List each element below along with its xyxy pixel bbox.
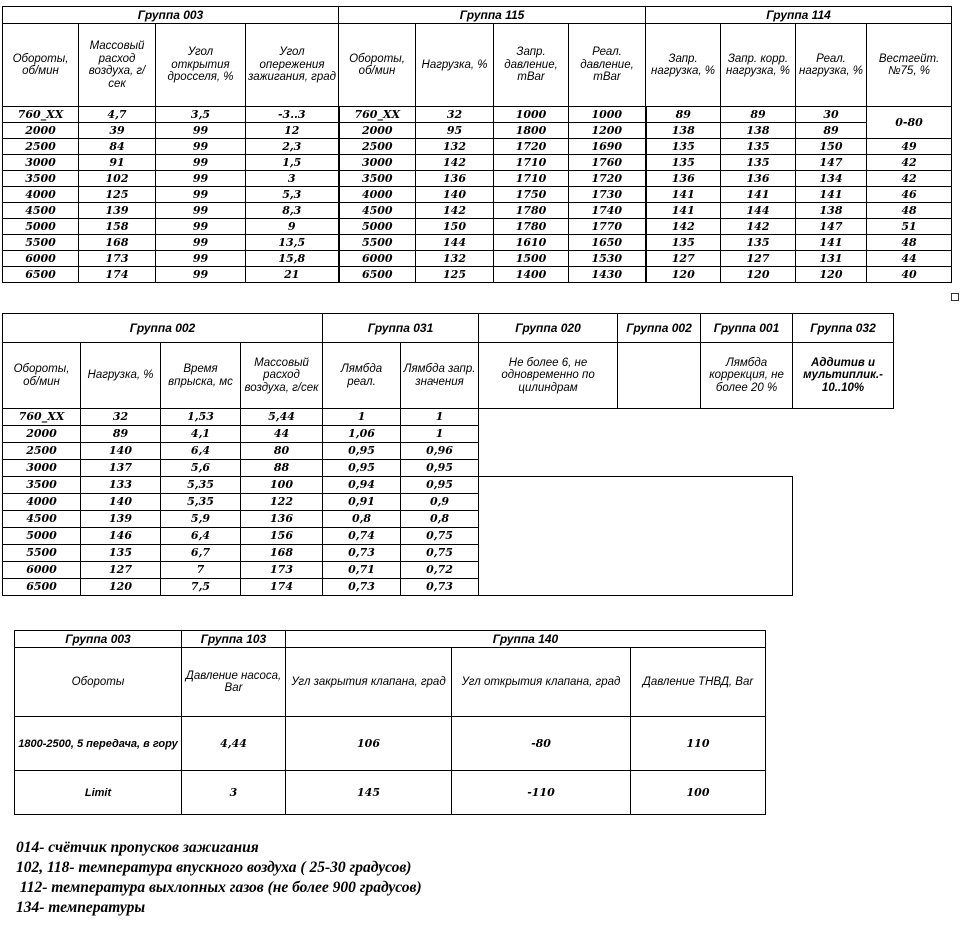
cell: 760_XX xyxy=(339,107,416,123)
cell: 1530 xyxy=(569,251,646,267)
cell: 145 xyxy=(286,771,452,815)
cell: 0,71 xyxy=(323,562,401,579)
cell: 5500 xyxy=(339,235,416,251)
cell: 1610 xyxy=(494,235,569,251)
cell: 5,44 xyxy=(241,409,323,426)
cell: 137 xyxy=(81,460,161,477)
cell: 144 xyxy=(416,235,494,251)
cell: 5000 xyxy=(3,219,79,235)
cell: 0-80 xyxy=(867,107,952,139)
cell: 142 xyxy=(416,155,494,171)
cell: 99 xyxy=(156,219,246,235)
cell: 51 xyxy=(867,219,952,235)
column-header: Угл закрытия клапана, град xyxy=(286,648,452,717)
cell: 1710 xyxy=(494,155,569,171)
cell: 134 xyxy=(796,171,867,187)
cell: 5500 xyxy=(3,545,81,562)
group-header: Группа 002 xyxy=(3,314,323,343)
table-row xyxy=(3,267,952,283)
cell: 3500 xyxy=(3,477,81,494)
cell: 146 xyxy=(81,528,161,545)
cell: 140 xyxy=(81,494,161,511)
table-groups-003-103-140 xyxy=(14,630,766,815)
cell: 5000 xyxy=(339,219,416,235)
cell: 40 xyxy=(867,267,952,283)
column-header: Угол опережения зажигания, град xyxy=(246,24,339,107)
cell: 7 xyxy=(161,562,241,579)
table-body xyxy=(3,409,894,596)
notes-block xyxy=(16,838,422,918)
cell: 0,73 xyxy=(323,579,401,596)
cell: 2000 xyxy=(3,426,81,443)
cell: 136 xyxy=(241,511,323,528)
cell: 0,91 xyxy=(323,494,401,511)
cell: 135 xyxy=(721,139,796,155)
cell: 30 xyxy=(796,107,867,123)
cell: 1430 xyxy=(569,267,646,283)
table-row xyxy=(3,251,952,267)
cell: 99 xyxy=(156,251,246,267)
cell: 1 xyxy=(401,409,479,426)
cell: 174 xyxy=(79,267,156,283)
cell: 89 xyxy=(646,107,721,123)
cell: 168 xyxy=(79,235,156,251)
cell: 1720 xyxy=(494,139,569,155)
column-header: Обороты, об/мин xyxy=(3,343,81,409)
cell: 139 xyxy=(79,203,156,219)
cell: 4000 xyxy=(3,494,81,511)
cell: 6500 xyxy=(3,579,81,596)
table-row xyxy=(3,426,894,443)
cell: 3000 xyxy=(3,460,81,477)
cell: 1690 xyxy=(569,139,646,155)
table-resize-handle[interactable] xyxy=(951,293,959,301)
cell: 142 xyxy=(721,219,796,235)
cell: 135 xyxy=(646,235,721,251)
cell: 4000 xyxy=(3,187,79,203)
cell: 150 xyxy=(796,139,867,155)
cell: 0,94 xyxy=(323,477,401,494)
cell: 99 xyxy=(156,171,246,187)
table-row xyxy=(3,235,952,251)
cell: 99 xyxy=(156,155,246,171)
cell: 138 xyxy=(796,203,867,219)
cell: 100 xyxy=(631,771,766,815)
column-header: Обороты xyxy=(15,648,182,717)
cell: 125 xyxy=(79,187,156,203)
column-header: Лямбда реал. xyxy=(323,343,401,409)
cell: 48 xyxy=(867,203,952,219)
column-header: Реал. нагрузка, % xyxy=(796,24,867,107)
cell: 48 xyxy=(867,235,952,251)
cell: 0,96 xyxy=(401,443,479,460)
table-groups-003-115-114 xyxy=(2,6,952,283)
cell: 141 xyxy=(796,235,867,251)
cell: 15,8 xyxy=(246,251,339,267)
cell: 88 xyxy=(241,460,323,477)
cell: 4500 xyxy=(3,203,79,219)
cell: 135 xyxy=(81,545,161,562)
empty-cell xyxy=(479,477,793,596)
table-row xyxy=(3,139,952,155)
group-032-note: Аддитив и мультиплик.- 10..10% xyxy=(793,343,894,409)
cell: 138 xyxy=(721,123,796,139)
cell: 110 xyxy=(631,717,766,771)
cell: 95 xyxy=(416,123,494,139)
cell: 84 xyxy=(79,139,156,155)
table-row xyxy=(3,460,894,477)
group-header: Группа 002 xyxy=(618,314,701,343)
cell: 132 xyxy=(416,139,494,155)
cell: 144 xyxy=(721,203,796,219)
cell: 0,95 xyxy=(323,443,401,460)
cell: 3000 xyxy=(339,155,416,171)
column-header: Давление ТНВД, Bar xyxy=(631,648,766,717)
table-row xyxy=(3,443,894,460)
cell: 142 xyxy=(416,203,494,219)
cell: 1760 xyxy=(569,155,646,171)
group-020-note: Не более 6, не одновременно по цилиндрам xyxy=(479,343,618,409)
cell: 0,95 xyxy=(401,477,479,494)
cell: 760_XX xyxy=(3,409,81,426)
column-header: Реал. давление, mBar xyxy=(569,24,646,107)
cell: 99 xyxy=(156,139,246,155)
cell: -80 xyxy=(452,717,631,771)
group-header: Группа 103 xyxy=(182,631,286,648)
cell: 122 xyxy=(241,494,323,511)
group-header: Группа 031 xyxy=(323,314,479,343)
table-row xyxy=(3,155,952,171)
table-row xyxy=(3,203,952,219)
cell: 5000 xyxy=(3,528,81,545)
cell: 127 xyxy=(646,251,721,267)
cell: 91 xyxy=(79,155,156,171)
group-002-note xyxy=(618,343,701,409)
cell: 147 xyxy=(796,155,867,171)
cell: 89 xyxy=(81,426,161,443)
note-line: 112- температура выхлопных газов (не более 900 градусов) xyxy=(16,879,422,896)
cell: 89 xyxy=(796,123,867,139)
cell: 2000 xyxy=(339,123,416,139)
cell: 6,4 xyxy=(161,443,241,460)
cell: 1,06 xyxy=(323,426,401,443)
cell: 5,6 xyxy=(161,460,241,477)
cell: -3..3 xyxy=(246,107,339,123)
cell: 140 xyxy=(81,443,161,460)
column-header: Запр. давление, mBar xyxy=(494,24,569,107)
column-header: Время впрыска, мс xyxy=(161,343,241,409)
group-header: Группа 032 xyxy=(793,314,894,343)
cell: 135 xyxy=(721,155,796,171)
cell: 136 xyxy=(646,171,721,187)
cell: 1720 xyxy=(569,171,646,187)
cell: 1500 xyxy=(494,251,569,267)
column-header: Нагрузка, % xyxy=(81,343,161,409)
cell: 2,3 xyxy=(246,139,339,155)
column-header: Обороты, об/мин xyxy=(3,24,79,107)
cell: 4000 xyxy=(339,187,416,203)
cell: 147 xyxy=(796,219,867,235)
group-header: Группа 140 xyxy=(286,631,766,648)
cell: 6500 xyxy=(3,267,79,283)
cell: 120 xyxy=(796,267,867,283)
table-row xyxy=(3,409,894,426)
cell: 44 xyxy=(241,426,323,443)
cell: 99 xyxy=(156,187,246,203)
cell: 0,75 xyxy=(401,545,479,562)
table-row xyxy=(3,477,894,494)
cell: 1000 xyxy=(569,107,646,123)
cell: 6000 xyxy=(339,251,416,267)
column-header: Массовый расход воздуха, г/сек xyxy=(241,343,323,409)
column-header: Угл открытия клапана, град xyxy=(452,648,631,717)
table-row xyxy=(15,771,766,815)
group-001-note: Лямбда коррекция, не более 20 % xyxy=(701,343,793,409)
cell: 100 xyxy=(241,477,323,494)
cell: 4500 xyxy=(3,511,81,528)
table-body xyxy=(3,107,952,283)
cell: 140 xyxy=(416,187,494,203)
cell: 0,8 xyxy=(323,511,401,528)
group-header: Группа 003 xyxy=(15,631,182,648)
cell: 2500 xyxy=(3,443,81,460)
cell: 138 xyxy=(646,123,721,139)
cell: 5500 xyxy=(3,235,79,251)
note-line: 014- счётчик пропусков зажигания xyxy=(16,839,259,856)
cell: 136 xyxy=(416,171,494,187)
cell: 99 xyxy=(156,267,246,283)
cell: 1740 xyxy=(569,203,646,219)
cell: 1710 xyxy=(494,171,569,187)
table-groups-002-031-020-001-032 xyxy=(2,313,894,596)
cell: 1400 xyxy=(494,267,569,283)
cell: 0,95 xyxy=(401,460,479,477)
cell: 120 xyxy=(721,267,796,283)
cell: 1 xyxy=(401,426,479,443)
column-header: Массовый расход воздуха, г/сек xyxy=(79,24,156,107)
column-header: Нагрузка, % xyxy=(416,24,494,107)
cell: 125 xyxy=(416,267,494,283)
table-row xyxy=(3,123,952,139)
cell: 135 xyxy=(646,139,721,155)
cell: 6000 xyxy=(3,562,81,579)
cell: 102 xyxy=(79,171,156,187)
cell: 3500 xyxy=(3,171,79,187)
cell: 1750 xyxy=(494,187,569,203)
cell: 4,44 xyxy=(182,717,286,771)
cell: 150 xyxy=(416,219,494,235)
table-row xyxy=(3,107,952,123)
cell: 760_XX xyxy=(3,107,79,123)
cell: 5,9 xyxy=(161,511,241,528)
cell: 42 xyxy=(867,155,952,171)
cell: 1770 xyxy=(569,219,646,235)
column-header: Угол открытия дросселя, % xyxy=(156,24,246,107)
cell: 42 xyxy=(867,171,952,187)
cell: 173 xyxy=(79,251,156,267)
cell: 0,74 xyxy=(323,528,401,545)
cell: 168 xyxy=(241,545,323,562)
column-header: Лямбда запр. значения xyxy=(401,343,479,409)
cell: 0,73 xyxy=(323,545,401,562)
cell: 9 xyxy=(246,219,339,235)
cell: 0,72 xyxy=(401,562,479,579)
cell: 8,3 xyxy=(246,203,339,219)
cell: 0,73 xyxy=(401,579,479,596)
cell: 142 xyxy=(646,219,721,235)
cell: 1000 xyxy=(494,107,569,123)
cell: 5,35 xyxy=(161,494,241,511)
cell: 99 xyxy=(156,123,246,139)
cell: 1730 xyxy=(569,187,646,203)
table-row xyxy=(15,717,766,771)
cell: 1780 xyxy=(494,219,569,235)
cell: -110 xyxy=(452,771,631,815)
cell: 174 xyxy=(241,579,323,596)
cell: 127 xyxy=(81,562,161,579)
cell: 139 xyxy=(81,511,161,528)
column-header: Давление насоса, Bar xyxy=(182,648,286,717)
group-header: Группа 020 xyxy=(479,314,618,343)
cell: 99 xyxy=(156,203,246,219)
cell: 131 xyxy=(796,251,867,267)
cell: 0,8 xyxy=(401,511,479,528)
cell: 136 xyxy=(721,171,796,187)
cell: 4,1 xyxy=(161,426,241,443)
cell: 1200 xyxy=(569,123,646,139)
cell: 5,35 xyxy=(161,477,241,494)
cell: 3 xyxy=(246,171,339,187)
cell: 39 xyxy=(79,123,156,139)
cell: 141 xyxy=(796,187,867,203)
cell: 133 xyxy=(81,477,161,494)
cell: 32 xyxy=(416,107,494,123)
note-line: 134- температуры xyxy=(16,899,146,916)
cell: 158 xyxy=(79,219,156,235)
cell: 2500 xyxy=(3,139,79,155)
group-header: Группа 115 xyxy=(339,7,646,24)
cell: 49 xyxy=(867,139,952,155)
column-header: Вестгейт. №75, % xyxy=(867,24,952,107)
cell: 2000 xyxy=(3,123,79,139)
cell: 2500 xyxy=(339,139,416,155)
cell: 6,7 xyxy=(161,545,241,562)
cell: 7,5 xyxy=(161,579,241,596)
cell: 6000 xyxy=(3,251,79,267)
cell: 141 xyxy=(721,187,796,203)
cell: 135 xyxy=(646,155,721,171)
cell: 0,95 xyxy=(323,460,401,477)
cell: 1650 xyxy=(569,235,646,251)
cell: 0,9 xyxy=(401,494,479,511)
cell: 3,5 xyxy=(156,107,246,123)
column-header: Запр. нагрузка, % xyxy=(646,24,721,107)
cell: 3000 xyxy=(3,155,79,171)
group-header: Группа 114 xyxy=(646,7,952,24)
table-row xyxy=(3,187,952,203)
column-header: Запр. корр. нагрузка, % xyxy=(721,24,796,107)
cell: 132 xyxy=(416,251,494,267)
cell: 80 xyxy=(241,443,323,460)
group-header: Группа 003 xyxy=(3,7,339,24)
cell: 1,53 xyxy=(161,409,241,426)
cell: 1,5 xyxy=(246,155,339,171)
cell: 120 xyxy=(81,579,161,596)
cell: 32 xyxy=(81,409,161,426)
cell: 5,3 xyxy=(246,187,339,203)
cell: 89 xyxy=(721,107,796,123)
cell: 6500 xyxy=(339,267,416,283)
cell: 173 xyxy=(241,562,323,579)
cell: 120 xyxy=(646,267,721,283)
cell: 3500 xyxy=(339,171,416,187)
cell: 13,5 xyxy=(246,235,339,251)
cell: 141 xyxy=(646,187,721,203)
cell: 4500 xyxy=(339,203,416,219)
cell: 156 xyxy=(241,528,323,545)
cell: 46 xyxy=(867,187,952,203)
table-row xyxy=(3,219,952,235)
cell: 1 xyxy=(323,409,401,426)
cell: 1780 xyxy=(494,203,569,219)
cell: 1800-2500, 5 передача, в гору xyxy=(15,717,182,771)
cell: 127 xyxy=(721,251,796,267)
cell: 1800 xyxy=(494,123,569,139)
cell: Limit xyxy=(15,771,182,815)
cell: 44 xyxy=(867,251,952,267)
cell: 21 xyxy=(246,267,339,283)
cell: 0,75 xyxy=(401,528,479,545)
table-row xyxy=(3,171,952,187)
cell: 12 xyxy=(246,123,339,139)
cell: 4,7 xyxy=(79,107,156,123)
cell: 6,4 xyxy=(161,528,241,545)
column-header: Обороты, об/мин xyxy=(339,24,416,107)
group-header: Группа 001 xyxy=(701,314,793,343)
cell: 106 xyxy=(286,717,452,771)
cell: 99 xyxy=(156,235,246,251)
cell: 3 xyxy=(182,771,286,815)
cell: 135 xyxy=(721,235,796,251)
note-line: 102, 118- температура впускного воздуха ( 25-30 градусов) xyxy=(16,859,412,876)
cell: 141 xyxy=(646,203,721,219)
